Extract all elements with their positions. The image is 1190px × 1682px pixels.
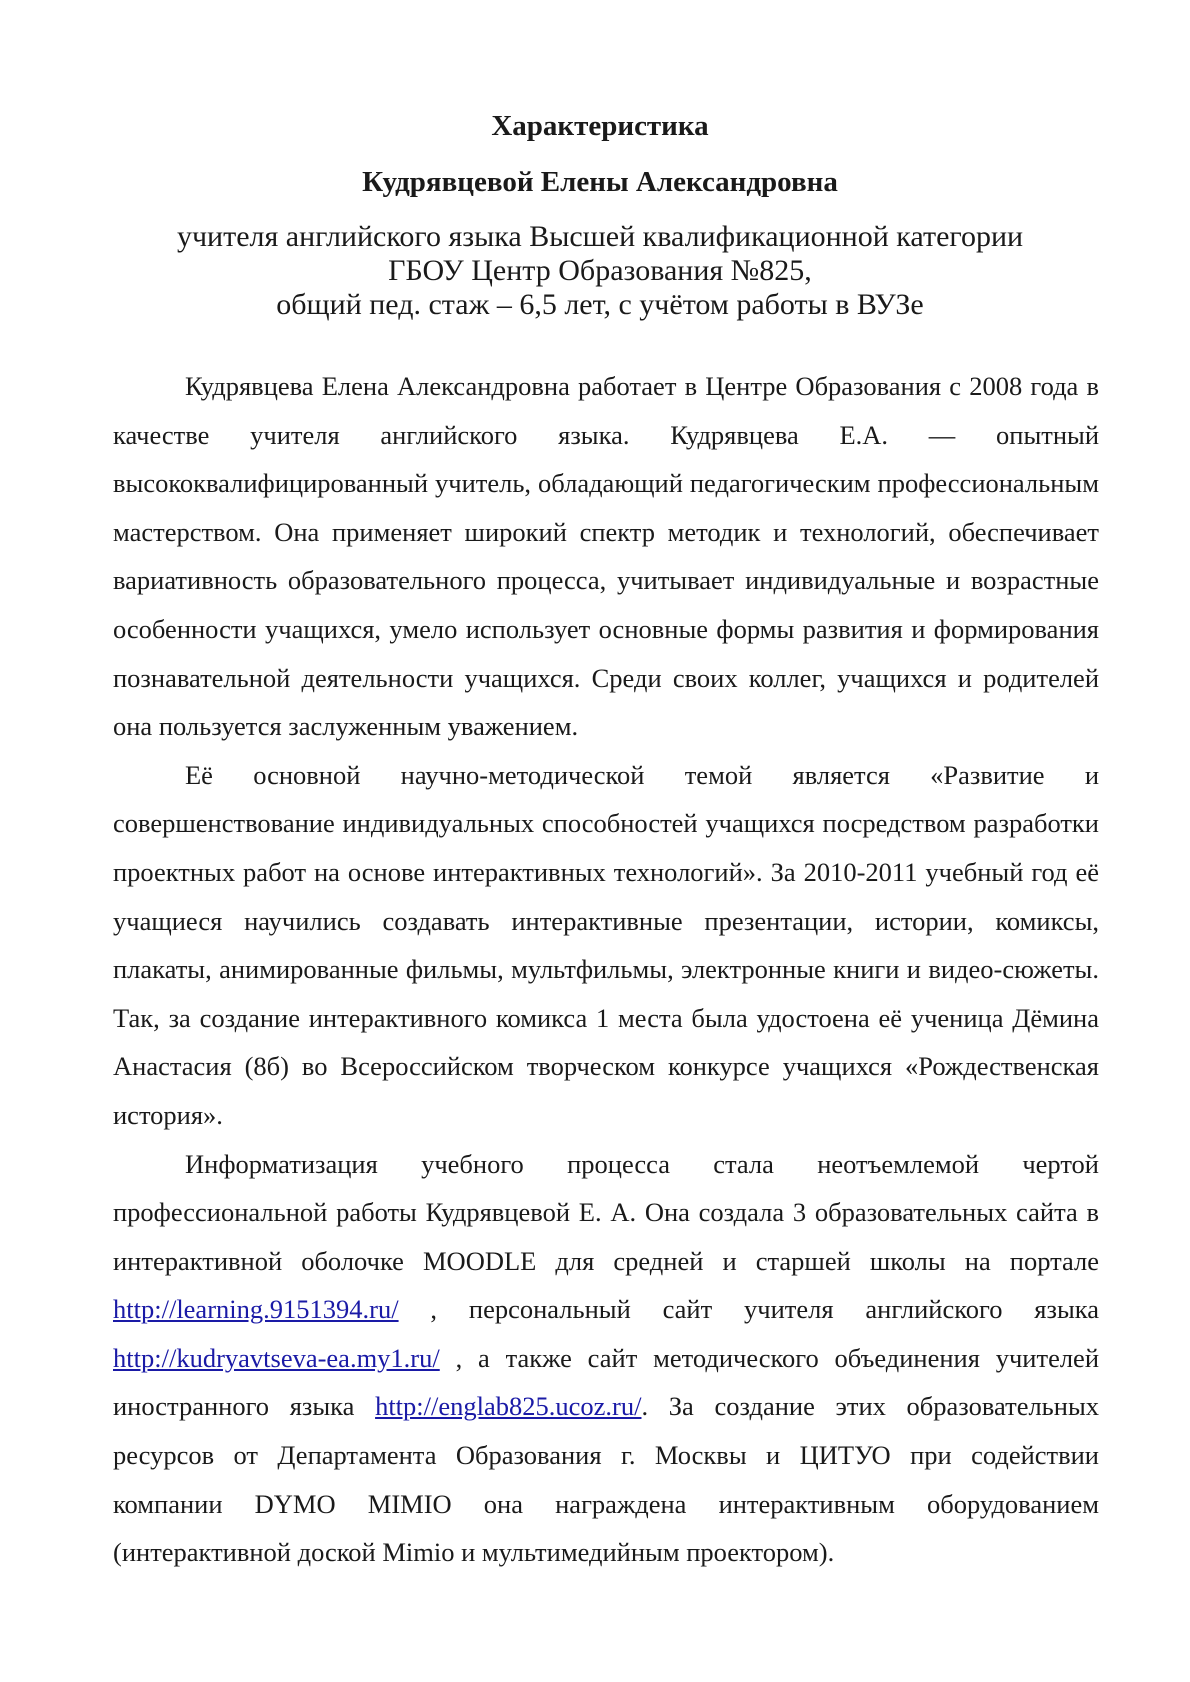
paragraph-informatization: [113, 1140, 1099, 1577]
teacher-name: Кудрявцевой Елены Александровна: [362, 166, 838, 198]
paragraph-text-segment: , а также сайт методического объединения учителей иностранного языка: [113, 1342, 1099, 1422]
teacher-credentials: [100, 220, 1100, 322]
paragraph-text-segment: . За создание этих образовательных ресурсов от Департамента Образования г. Москвы и ЦИТУО при содействии компании DYMO MIMIO она награждена интерактивным оборудованием (интерактивной доской Mimio и мультимедийным проектором).: [113, 1391, 1099, 1568]
document-body: [113, 362, 1099, 1577]
paragraph-text-segment: , персональный сайт учителя английского языка: [398, 1294, 1099, 1325]
document-title: Характеристика: [491, 110, 709, 142]
paragraph-text-segment: Информатизация учебного процесса стала неотъемлемой чертой профессиональной работы Кудрявцевой Е. А. Она создала 3 образовательных сайта в интерактивной оболочке MOODLE для средней и старшей школы на портале: [113, 1148, 1099, 1276]
credentials-line-school: ГБОУ Центр Образования №825,: [388, 254, 812, 287]
paragraph-methodology: Её основной научно-методической темой является «Развитие и совершенствование индивидуальных способностей учащихся посредством разработки проектных работ на основе интерактивных технологий». За 2010-2011 учебный год её учащиеся научились создавать интерактивные презентации, истории, комиксы, плакаты, анимированные фильмы, мультфильмы, электронные книги и видео-сюжеты. Так, за создание интерактивного комикса 1 места была удостоена её ученица Дёмина Анастасия (8б) во Всероссийском творческом конкурсе учащихся «Рождественская история».: [113, 759, 1099, 1130]
credentials-line-experience: общий пед. стаж – 6,5 лет, с учётом работы в ВУЗе: [276, 288, 924, 321]
learning-portal-link[interactable]: http://learning.9151394.ru/: [113, 1294, 399, 1325]
personal-site-link[interactable]: http://kudryavtseva-ea.my1.ru/: [113, 1342, 440, 1373]
credentials-line-position: учителя английского языка Высшей квалификационной категории: [176, 220, 1024, 253]
methodical-association-link[interactable]: http://englab825.ucoz.ru/: [375, 1391, 642, 1422]
paragraph-overview: Кудрявцева Елена Александровна работает в Центре Образования с 2008 года в качестве учителя английского языка. Кудрявцева Е.А. — опытный высококвалифицированный учитель, обладающий педагогическим профессиональным мастерством. Она применяет широкий спектр методик и технологий, обеспечивает вариативность образовательного процесса, учитывает индивидуальные и возрастные особенности учащихся, умело использует основные формы развития и формирования познавательной деятельности учащихся. Среди своих коллег, учащихся и родителей она пользуется заслуженным уважением.: [113, 371, 1099, 742]
